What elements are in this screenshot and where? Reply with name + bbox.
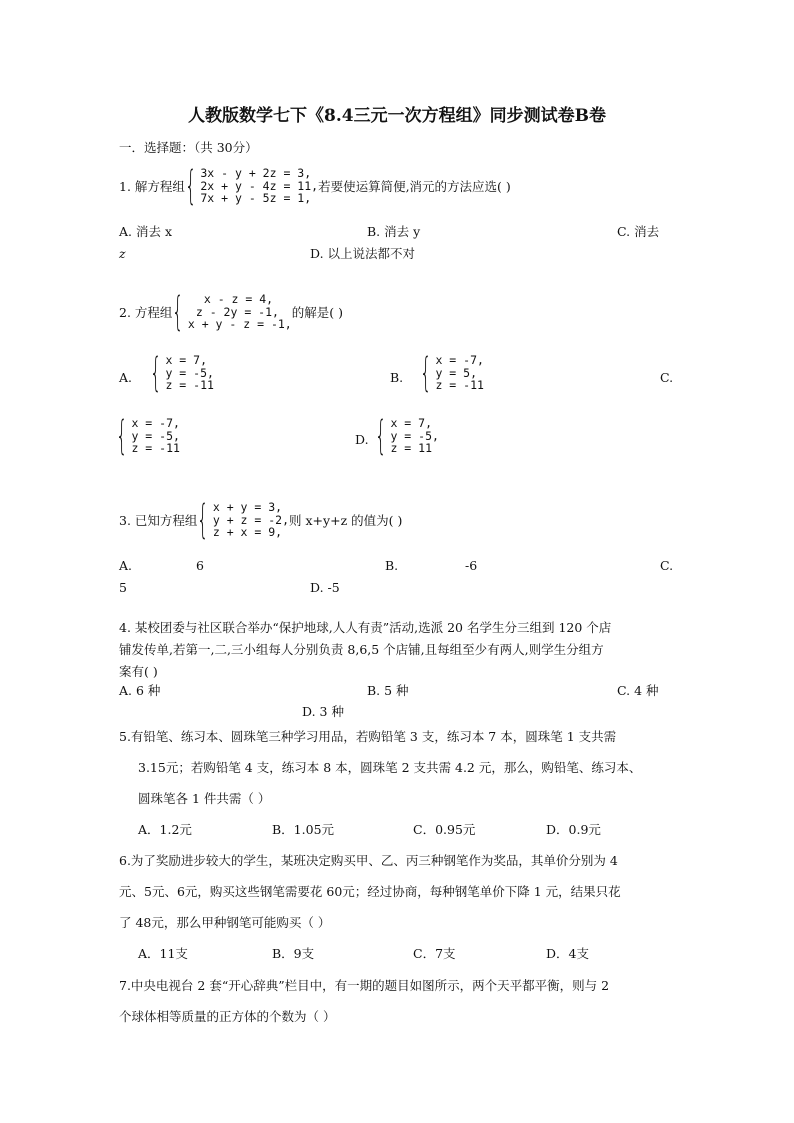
option-b: B. 5 种 <box>367 683 409 698</box>
equation: z + x = 9, <box>212 525 283 540</box>
equation: z = -11 <box>131 441 180 456</box>
option-c-system <box>116 413 180 459</box>
equation: z = 11 <box>390 441 432 456</box>
question-6-line: 元、5元、6元，购买这些钢笔需要花 60元；经过协商，每种钢笔单价下降 1 元，结果只花 <box>119 884 621 899</box>
equation: y + z = -2, <box>212 512 290 527</box>
option-c: C．0.95元 <box>413 822 476 837</box>
brace-icon: { <box>420 350 432 396</box>
question-5-line: 3.15元；若购铅笔 4 支，练习本 8 本，圆珠笔 2 支共需 4.2 元，那么，购铅笔、练习本、 <box>138 760 642 775</box>
brace-icon: { <box>150 350 162 396</box>
equation: x = 7, <box>165 353 207 368</box>
question-3 <box>119 497 403 543</box>
option-d: D. -5 <box>310 580 340 595</box>
option-a: A. <box>119 558 133 573</box>
equation: z = -11 <box>435 378 484 393</box>
option-a: A. 6 种 <box>119 683 161 698</box>
equation: x = -7, <box>435 353 484 368</box>
option-d: D. 以上说法都不对 <box>310 246 416 261</box>
question-2 <box>119 289 343 335</box>
equation: 7x + y - 5z = 1, <box>200 191 312 206</box>
equation-system <box>200 167 318 205</box>
equation-system <box>213 501 289 539</box>
equation: z - 2y = -1, <box>195 304 279 319</box>
option-c-label: C. <box>660 370 674 385</box>
question-6-line: 6.为了奖励进步较大的学生，某班决定购买甲、乙、丙三种钢笔作为奖品，其单价分别为 4 <box>119 853 618 868</box>
question-4-line: 案有( ) <box>119 664 158 679</box>
option-b: B．1.05元 <box>272 822 335 837</box>
question-7-line: 个球体相等质量的正方体的个数为（ ） <box>119 1009 336 1024</box>
question-7-line: 7.中央电视台 2 套“开心辞典”栏目中，有一期的题目如图所示，两个天平都平衡，则与 2 <box>119 978 610 993</box>
option-d-label: D. <box>355 432 369 447</box>
question-5-line: 圆珠笔各 1 件共需（ ） <box>138 791 271 806</box>
option-a-value: 6 <box>196 558 204 573</box>
option-a: A．11支 <box>138 946 188 961</box>
option-a: A. 消去 x <box>119 224 172 239</box>
equation: x - z = 4, <box>203 292 274 307</box>
question-1-prefix: 1. 解方程组 <box>119 179 185 194</box>
equation: x = 7, <box>390 416 432 431</box>
option-b-label: B. <box>390 370 404 385</box>
equation-system <box>188 293 292 331</box>
brace-icon: { <box>184 163 197 209</box>
option-d: D. 3 种 <box>302 704 344 719</box>
option-a-system <box>150 350 214 396</box>
option-a-label: A. <box>119 370 133 385</box>
option-b-value: -6 <box>465 558 478 573</box>
equation: y = 5, <box>435 365 477 380</box>
option-c-value: 5 <box>119 580 127 595</box>
question-2-prefix: 2. 方程组 <box>119 305 173 320</box>
question-4-line: 铺发传单,若第一,二,三小组每人分别负责 8,6,5 个店铺,且每组至少有两人,则学生分组方 <box>119 642 604 657</box>
question-4-line: 4. 某校团委与社区联合举办“保护地球,人人有责”活动,选派 20 名学生分三组到 120 个店 <box>119 620 612 635</box>
equation: y = -5, <box>131 428 180 443</box>
question-3-suffix: 则 x+y+z 的值为( ) <box>289 513 403 528</box>
option-c: C．7支 <box>413 946 456 961</box>
equation: x + y = 3, <box>212 500 283 515</box>
option-d: D．4支 <box>546 946 589 961</box>
option-b: B. <box>385 558 399 573</box>
brace-icon: { <box>197 497 209 543</box>
option-b: B. 消去 y <box>367 224 421 239</box>
brace-icon: { <box>375 413 387 459</box>
page-title: 人教版数学七下《8.4三元一次方程组》同步测试卷B卷 <box>188 106 606 126</box>
question-2-suffix: 的解是( ) <box>291 305 343 320</box>
equation: 3x - y + 2z = 3, <box>200 166 312 181</box>
option-c: C. 4 种 <box>617 683 659 698</box>
question-3-prefix: 3. 已知方程组 <box>119 513 198 528</box>
option-b: B．9支 <box>272 946 315 961</box>
equation: z = -11 <box>165 378 214 393</box>
option-a: A．1.2元 <box>138 822 192 837</box>
question-1-suffix: 若要使运算简便,消元的方法应选( ) <box>318 179 511 194</box>
equation: y = -5, <box>165 365 214 380</box>
equation: 2x + y - 4z = 11, <box>200 178 319 193</box>
brace-icon: { <box>172 289 184 335</box>
option-d: D．0.9元 <box>546 822 601 837</box>
equation: x = -7, <box>131 416 180 431</box>
question-5-line: 5.有铅笔、练习本、圆珠笔三种学习用品，若购铅笔 3 支，练习本 7 本，圆珠笔 1 支共需 <box>119 729 617 744</box>
question-1 <box>119 163 511 209</box>
equation: y = -5, <box>390 428 439 443</box>
option-c: C. 消去 <box>617 224 660 239</box>
option-b-system <box>420 350 484 396</box>
brace-icon: { <box>116 413 128 459</box>
option-c: C. <box>660 558 674 573</box>
section-heading: 一．选择题：（共 30分） <box>119 140 258 155</box>
option-d-system <box>375 413 439 459</box>
equation: x + y - z = -1, <box>187 317 292 332</box>
question-6-line: 了 48元，那么甲种钢笔可能购买（ ） <box>119 915 331 930</box>
option-c-continued: z <box>119 246 126 261</box>
